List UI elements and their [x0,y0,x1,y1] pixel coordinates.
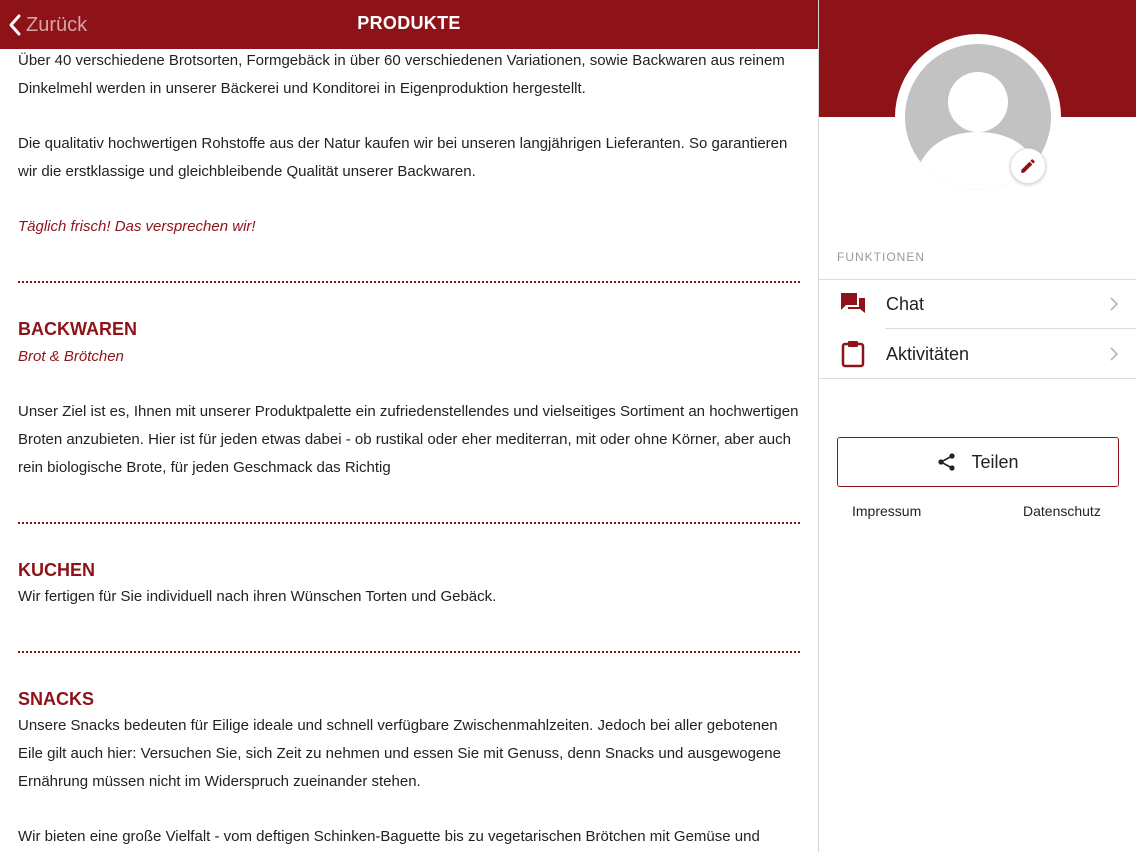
top-bar [0,0,818,49]
clipboard-icon [839,340,867,368]
share-label: Teilen [971,451,1019,472]
sidebar-item-chat[interactable] [819,279,1136,329]
content-area [18,47,803,851]
datenschutz-link[interactable]: Datenschutz [1023,503,1101,519]
sidebar [818,0,1136,852]
section-text-snacks: Unsere Snacks bedeuten für Eilige ideale und schnell verfügbare Zwischenmahlzeiten. Jedoch bei aller gebotenen Eile gilt auch hier: Versuchen Sie, sich Zeit zu nehmen und essen Sie mit Genuss, denn Snacks und ausgewogene Ernährung müssen nicht im Widerspruch zueinander stehen. [18,717,781,790]
section-divider [18,281,800,283]
tagline: Täglich frisch! Das versprechen wir! [18,218,256,235]
back-label: Zurück [26,13,88,36]
sidebar-item-label: Chat [886,293,925,314]
section-title-kuchen: KUCHEN [18,560,96,580]
section-divider [18,522,800,524]
page-title: PRODUKTE [357,13,461,33]
section-text-snacks-2: Wir bieten eine große Vielfalt - vom deftigen Schinken-Baguette bis zu vegetarischen Brötchen mit Gemüse und [18,828,760,845]
section-subtitle-backwaren: Brot & Brötchen [18,348,124,365]
functions-label: FUNKTIONEN [837,250,925,264]
sidebar-item-aktivitaeten[interactable] [819,329,1136,379]
section-text-kuchen: Wir fertigen für Sie individuell nach ihren Wünschen Torten und Gebäck. [18,588,497,605]
intro-paragraph-1: Über 40 verschiedene Brotsorten, Formgebäck in über 60 verschiedenen Variationen, sowie Backwaren aus reinem Dinkelmehl werden in unserer Bäckerei und Konditorei in Eigenproduktion hergestellt. [18,52,785,97]
share-icon [937,452,957,472]
section-divider [18,651,800,653]
edit-avatar-button[interactable] [1010,148,1046,184]
section-text-backwaren: Unser Ziel ist es, Ihnen mit unserer Produktpalette ein zufriedenstellendes und vielseitiges Sortiment an hochwertigen Broten anzubieten. Hier ist für jeden etwas dabei - ob rustikal oder eher mediterran, mit oder ohne Körner, aber auch rein biologische Brote, für jeden Geschmack das Richtig [18,403,799,476]
sidebar-item-label: Aktivitäten [886,343,970,364]
section-title-backwaren: BACKWAREN [18,319,137,339]
impressum-link[interactable]: Impressum [852,503,922,519]
chat-icon [839,290,867,318]
chevron-right-icon [1109,296,1119,312]
share-button[interactable] [837,437,1119,487]
chevron-right-icon [1109,346,1119,362]
pencil-icon [1019,157,1037,175]
section-title-snacks: SNACKS [18,689,95,709]
divider [819,378,1136,379]
intro-paragraph-2: Die qualitativ hochwertigen Rohstoffe aus der Natur kaufen wir bei unseren langjährigen Lieferanten. So garantieren wir die erstklassige und gleichbleibende Qualität unserer Backwaren. [18,135,788,180]
